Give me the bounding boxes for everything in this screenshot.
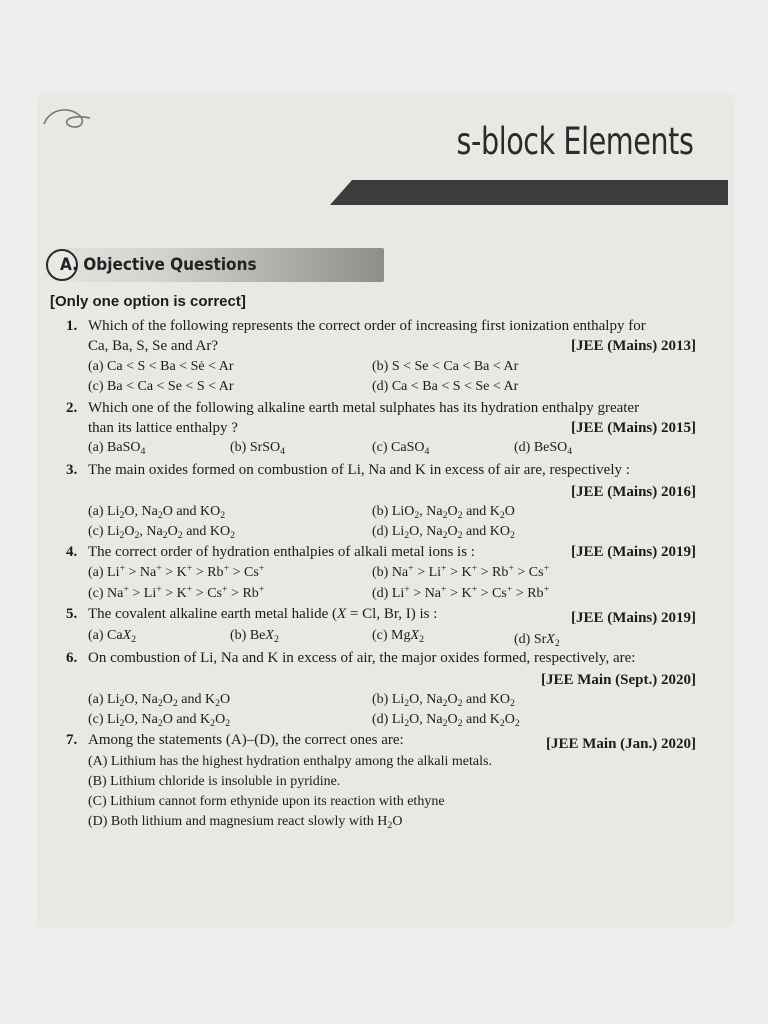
option-d: (d) Ca < Ba < S < Se < Ar: [372, 379, 519, 394]
halide-variable: X: [337, 606, 347, 622]
option-b: (b) SrSO$_4$: [230, 440, 286, 457]
option-c: (c) $Li_2O_2$, $Na_2O_2$ and $KO_2$: [88, 524, 236, 541]
question-line: The main oxides formed on combustion of Li, Na and K in excess of air are, respectively :: [88, 462, 630, 478]
question-line: The correct order of hydration enthalpies of alkali metal ions is :: [88, 544, 475, 560]
question-text: [88, 460, 696, 480]
statement-d-text: (D) Both lithium and magnesium react slowly with H: [88, 814, 388, 829]
question-3: [66, 460, 696, 540]
option-a: (a) CaX$_2$: [88, 628, 137, 645]
exam-tag: [JEE Main (Sept.) 2020]: [541, 672, 696, 688]
section-label: Objective Questions: [83, 255, 257, 275]
option-d: (d) $Li_2O$, $Na_2O_2$ and $KO_2$: [372, 524, 515, 541]
question-5: [66, 604, 696, 649]
option-c: (c) Na+ > Li+ > K+ > Cs+ > Rb+: [88, 584, 265, 601]
question-number: 5.: [66, 606, 78, 622]
option-c: (c) MgX$_2$: [372, 628, 424, 645]
question-line: The covalent alkaline earth metal halide (: [88, 606, 338, 622]
option-c: (c) $Li_2O$, $Na_2O$ and $K_2O_2$: [88, 712, 231, 729]
option-a: (a) BaSO$_4$: [88, 440, 146, 457]
statement-d: (D) Both lithium and magnesium react slowly with $H_2O$: [88, 814, 403, 831]
question-number: 3.: [66, 462, 78, 478]
option-c: (c) CaSO$_4$: [372, 440, 430, 457]
swirl-ornament: [40, 100, 100, 140]
instruction-note: [Only one option is correct]: [50, 293, 246, 310]
exam-tag: [JEE (Mains) 2013]: [571, 338, 696, 354]
question-2: [66, 398, 696, 458]
question-line: Ca, Ba, S, Se and Ar?: [88, 338, 218, 354]
option-c: (c) Ba < Ca < Se < S < Ar: [88, 379, 234, 394]
question-line: On combustion of Li, Na and K in excess of air, the major oxides formed, respectively, are:: [88, 650, 636, 666]
option-d: (d) BeSO$_4$: [514, 440, 573, 457]
option-b: (b) $Li_2O$, $Na_2O_2$ and $KO_2$: [372, 692, 515, 709]
option-a: (a) Ca < S < Ba < Sė < Ar: [88, 359, 234, 374]
statement-c: (C) Lithium cannot form ethynide upon its reaction with ethyne: [88, 794, 445, 809]
exam-tag: [JEE (Mains) 2016]: [571, 484, 696, 500]
section-letter: A.: [60, 255, 78, 275]
exam-tag: [JEE Main (Jan.) 2020]: [546, 736, 696, 752]
question-number: 4.: [66, 544, 78, 560]
question-line: Which one of the following alkaline earth metal sulphates has its hydration enthalpy greater: [88, 400, 640, 416]
question-7: [66, 730, 696, 840]
title-bar: [330, 180, 728, 205]
exam-tag: [JEE (Mains) 2019]: [571, 610, 696, 626]
question-number: 7.: [66, 732, 78, 748]
option-d: (d) SrX$_2$: [514, 632, 560, 649]
section-title: [60, 255, 257, 275]
option-a: (a) $Li_2O$, $Na_2O$ and $KO_2$: [88, 504, 226, 521]
question-4: [66, 542, 696, 604]
exam-tag: [JEE (Mains) 2015]: [571, 420, 696, 436]
option-d: (d) $Li_2O$, $Na_2O_2$ and $K_2O_2$: [372, 712, 520, 729]
statement-b: (B) Lithium chloride is insoluble in pyridine.: [88, 774, 341, 789]
option-a: (a) Li+ > Na+ > K+ > Rb+ > Cs+: [88, 563, 265, 580]
question-1: [66, 316, 696, 396]
question-line: than its lattice enthalpy ?: [88, 420, 238, 436]
statement-a: (A) Lithium has the highest hydration enthalpy among the alkali metals.: [88, 754, 492, 769]
question-number: 1.: [66, 318, 78, 334]
question-line: = Cl, Br, I) is :: [346, 606, 438, 622]
option-d: (d) Li+ > Na+ > K+ > Cs+ > Rb+: [372, 584, 550, 601]
question-line: Which of the following represents the correct order of increasing first ionization enthalpy for: [88, 318, 646, 334]
question-line: Among the statements (A)–(D), the correct ones are:: [88, 732, 404, 748]
option-a: (a) $Li_2O$, $Na_2O_2$ and $K_2O$: [88, 692, 231, 709]
option-b: (b) Na+ > Li+ > K+ > Rb+ > Cs+: [372, 563, 550, 580]
option-b: (b) S < Se < Ca < Ba < Ar: [372, 359, 519, 374]
exam-tag: [JEE (Mains) 2019]: [571, 544, 696, 560]
question-6: [66, 648, 696, 728]
option-b: (b) LiO$_2$, $Na_2O_2$ and $K_2O$: [372, 504, 515, 521]
question-number: 2.: [66, 400, 78, 416]
option-b: (b) BeX$_2$: [230, 628, 279, 645]
question-number: 6.: [66, 650, 78, 666]
question-text: [88, 648, 696, 668]
chapter-title: s-block Elements: [456, 120, 693, 163]
